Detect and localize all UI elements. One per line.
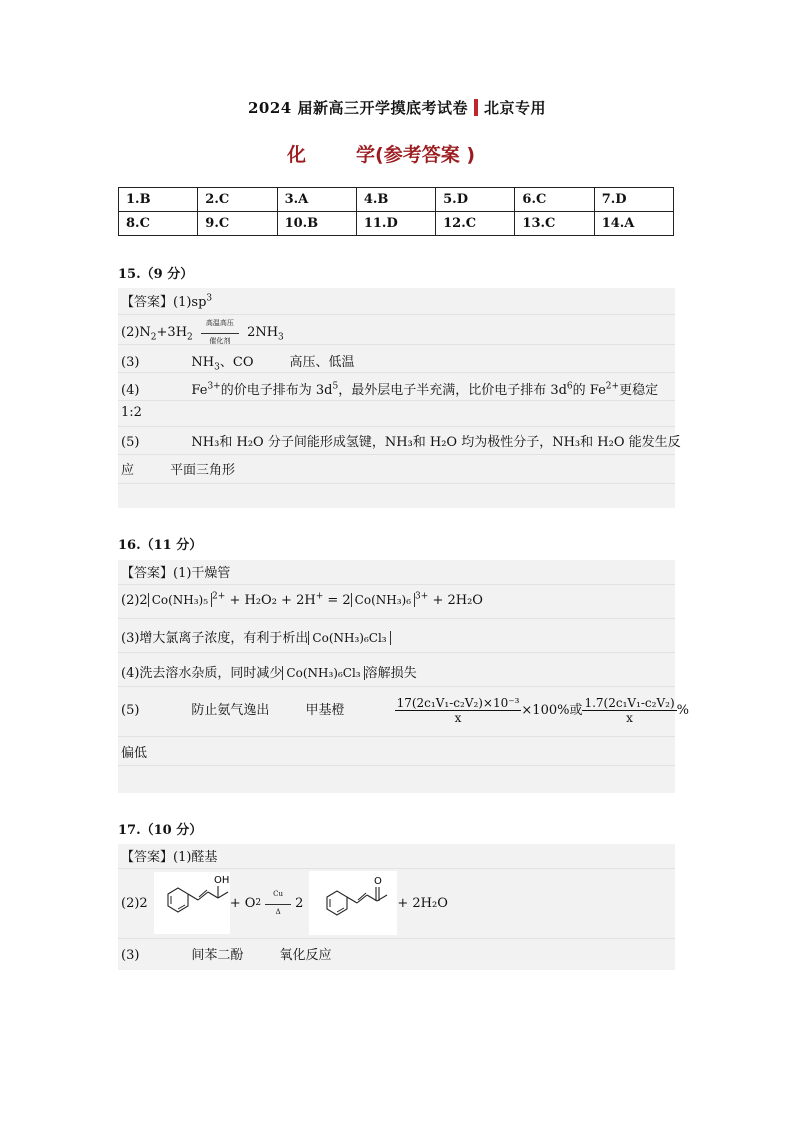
q16-heading: 16.（11 分） <box>118 538 203 553</box>
q16-l5-a: 防止氨气逸出 <box>191 703 270 718</box>
table-cell: 6.C <box>515 188 594 212</box>
q15-l6-num: (5) <box>121 435 140 450</box>
q15-l2-d: 2 <box>187 332 193 343</box>
cond-top: 高温高压 <box>205 319 234 327</box>
q15-line-6 <box>121 431 681 450</box>
table-cell: 10.B <box>277 212 356 236</box>
reaction-condition <box>265 890 291 917</box>
q15-line-7 <box>121 459 235 478</box>
q15-line-2 <box>121 319 284 346</box>
table-cell: 3.A <box>277 188 356 212</box>
q15-heading: 15.（9 分） <box>118 267 194 282</box>
q15-l3-num: (3) <box>121 355 140 370</box>
q16-l2-i: + 2H₂O <box>432 593 483 608</box>
page-title <box>0 97 794 118</box>
q15-answer-panel <box>118 288 681 508</box>
cond-top: Cu <box>273 889 284 898</box>
q17-l2-b: + O <box>229 895 256 911</box>
alcohol-skeletal-formula <box>154 872 230 930</box>
table-cell: 4.B <box>356 188 435 212</box>
q17-l2-a: (2)2 <box>121 895 148 911</box>
q15-l4-g: 的 Fe <box>572 383 606 398</box>
table-row <box>119 188 674 212</box>
q15-l3-c: 、CO <box>219 355 254 370</box>
q16-l2-d: + H₂O₂ + 2H <box>229 593 316 608</box>
q15-line-1 <box>121 291 212 310</box>
q15-l6-text: NH₃和 H₂O 分子间能形成氢键，NH₃和 H₂O 均为极性分子，NH₃和 H₂O 能发生反 <box>191 435 681 450</box>
table-cell: 14.A <box>594 212 673 236</box>
table-cell: 8.C <box>119 212 198 236</box>
q17-line-2: (2)2 OH + O 2 Cu Δ 2 O + 2H₂O <box>121 872 448 934</box>
q16-l2-charge: 2+ <box>212 591 226 602</box>
complex-salt: Co(NH₃)₆Cl₃ <box>308 631 390 645</box>
fraction-2 <box>582 696 676 725</box>
q15-l4-f: 6 <box>566 381 573 392</box>
q15-l3-a: NH <box>191 355 215 370</box>
enone-structure <box>309 871 397 935</box>
complex-ion: Co(NH₃)₆ <box>351 593 415 607</box>
table-cell: 12.C <box>436 212 515 236</box>
q16-l4-a: (4)洗去溶水杂质，同时减少 <box>121 666 283 681</box>
ketone-skeletal-formula <box>309 871 397 931</box>
q17-l3-b: 氧化反应 <box>279 948 332 963</box>
q15-l4-c: 的价电子排布为 3d <box>220 383 333 398</box>
table-cell: 7.D <box>594 188 673 212</box>
q15-l7-b: 平面三角形 <box>170 463 236 478</box>
q17-l2-e: + 2H₂O <box>397 895 448 911</box>
q15-line-5: 1:2 <box>121 405 142 420</box>
q15-l1-text: 【答案】(1)sp <box>121 295 207 310</box>
table-cell: 2.C <box>198 188 277 212</box>
o-label: O <box>374 876 383 887</box>
q15-l4-b: 3+ <box>207 381 221 392</box>
q16-line-1: 【答案】(1)干燥管 <box>121 566 231 581</box>
fraction-1 <box>395 696 522 725</box>
q15-l4-e: ，最外层电子半充满，比价电子排布 3d <box>338 383 567 398</box>
q15-l2-e: 2NH <box>247 325 279 340</box>
title-region: 北京专用 <box>483 99 546 117</box>
equilibrium-arrow <box>201 333 239 334</box>
complex-ion: Co(NH₃)₅ <box>148 593 212 607</box>
q16-l2-a: (2)2 <box>121 593 148 608</box>
q16-line-6: 偏低 <box>121 746 148 761</box>
q17-l3-num: (3) <box>121 948 140 963</box>
q15-l3-b: 3 <box>214 362 220 373</box>
q16-l5-b: 甲基橙 <box>305 703 345 718</box>
q16-l5-mid: ×100%或 <box>521 703 583 718</box>
cond-bottom: 催化剂 <box>209 337 231 345</box>
fraction-2-denominator: x <box>626 711 633 725</box>
q15-l2-b: 2 <box>150 332 157 343</box>
table-cell: 5.D <box>436 188 515 212</box>
q15-l2-f: 3 <box>278 332 284 343</box>
table-cell: 11.D <box>356 212 435 236</box>
q16-l3-a: (3)增大氯离子浓度，有利于析出 <box>121 631 309 646</box>
table-cell: 1.B <box>119 188 198 212</box>
q15-line-4 <box>121 379 658 398</box>
q15-l4-num: (4) <box>121 383 140 398</box>
q16-line-3 <box>121 627 391 646</box>
complex-salt: Co(NH₃)₆Cl₃ <box>282 666 364 680</box>
q16-l5-end: % <box>676 703 689 718</box>
table-cell: 9.C <box>198 212 277 236</box>
subject-subtitle <box>287 140 475 167</box>
table-row <box>119 212 674 236</box>
cond-bottom: Δ <box>275 907 281 916</box>
q15-l1-sup: 3 <box>206 293 213 304</box>
q16-line-4 <box>121 662 417 681</box>
q16-l5-num: (5) <box>121 703 140 718</box>
q15-l7-a: 应 <box>121 463 135 478</box>
q17-l3-a: 间苯二酚 <box>191 948 244 963</box>
table-cell: 13.C <box>515 212 594 236</box>
fraction-2-numerator: 1.7(2c₁V₁-c₂V₂) <box>584 696 675 710</box>
q16-line-5 <box>121 696 689 725</box>
subtitle-part1: 化 <box>287 144 307 166</box>
q16-l2-charge2: 3+ <box>415 591 429 602</box>
reaction-condition <box>201 319 239 346</box>
q16-l2-f: = 2 <box>327 593 351 608</box>
q17-line-1: 【答案】(1)醛基 <box>121 850 218 865</box>
subtitle-part2: 学(参考答案 ) <box>356 144 475 166</box>
reaction-arrow <box>265 904 291 905</box>
oh-label: OH <box>213 875 230 886</box>
q15-l4-a: Fe <box>191 383 208 398</box>
q15-l4-h: 2+ <box>605 381 620 392</box>
q17-heading: 17.（10 分） <box>118 823 203 838</box>
allylic-alcohol-structure <box>154 872 230 934</box>
q16-l2-e: + <box>315 591 324 602</box>
fraction-1-numerator: 17(2c₁V₁-c₂V₂)×10⁻³ <box>396 696 520 710</box>
q15-l4-d: 5 <box>332 381 339 392</box>
q15-l4-i: 更稳定 <box>619 383 659 398</box>
answer-table <box>118 187 674 236</box>
fraction-1-denominator: x <box>454 711 462 725</box>
q15-line-3 <box>121 351 355 373</box>
q16-answer-panel <box>118 560 689 793</box>
q16-line-2 <box>121 593 483 608</box>
q17-line-3 <box>121 944 331 963</box>
q15-l3-d: 高压、低温 <box>289 355 355 370</box>
q15-l2-c: +3H <box>156 325 188 340</box>
q17-l2-d: 2 <box>295 895 304 911</box>
q17-answer-panel <box>118 844 675 970</box>
q15-l2-a: (2)N <box>121 325 151 340</box>
q16-l4-c: 溶解损失 <box>364 666 417 681</box>
title-divider <box>474 99 478 116</box>
title-main: 2024 届新高三开学摸底考试卷 <box>248 99 468 117</box>
